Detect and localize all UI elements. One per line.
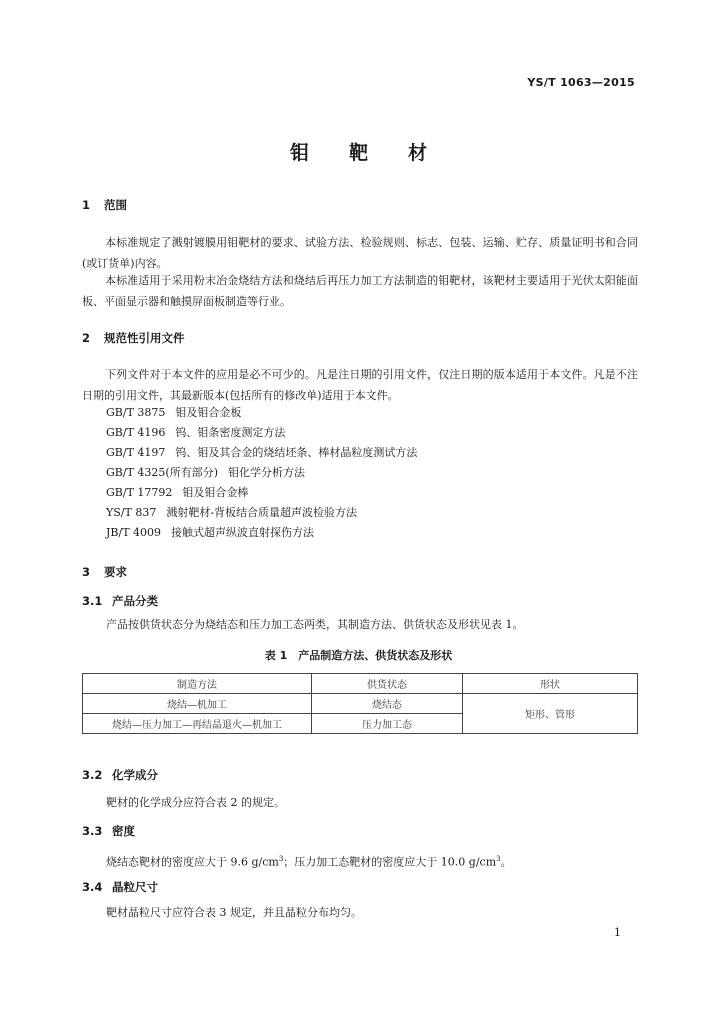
reference-name: 钨、钼及其合金的烧结坯条、棒材晶粒度测试方法 [175,446,418,459]
state-cell: 烧结态 [312,694,463,714]
reference-name: 接触式超声纵波直射探伤方法 [171,526,315,539]
section-title: 规范性引用文件 [104,331,185,345]
subsection-3-4-heading [82,879,158,895]
subsection-3-1-heading [82,593,158,609]
subsection-number: 3.1 [82,594,103,608]
state-cell: 压力加工态 [312,714,463,734]
table-row [83,694,638,714]
reference-code: GB/T 4196 [106,426,166,439]
reference-code: GB/T 4325(所有部分) [106,466,218,479]
method-cell: 烧结—压力加工—再结晶退火—机加工 [83,714,312,734]
superscript: 3 [278,855,284,863]
reference-item [106,524,314,540]
table-1 [82,673,638,734]
scope-paragraph-2: 本标准适用于采用粉末冶金烧结方法和烧结后再压力加工方法制造的钼靶材，该靶材主要适用于光伏太阳能面板、平面显示器和触摸屏面板制造等行业。 [82,274,638,308]
subsection-title: 化学成分 [112,768,158,782]
scope-paragraph-1: 本标准规定了溅射镀膜用钼靶材的要求、试验方法、检验规则、标志、包装、运输、贮存、质量证明书和合同(或订货单)内容。 [82,236,638,270]
subsection-title: 密度 [112,824,135,838]
reference-name: 钨、钼条密度测定方法 [175,426,286,439]
reference-item [106,404,241,420]
density-text [106,849,512,873]
subsection-number: 3.3 [82,824,103,838]
reference-code: GB/T 3875 [106,406,166,419]
reference-item [106,504,357,520]
reference-code: YS/T 837 [106,506,157,519]
subsection-3-2-heading [82,767,158,783]
header-cell: 供货状态 [312,674,463,694]
subsection-title: 晶粒尺寸 [112,880,158,894]
standard-number: YS/T 1063—2015 [527,76,635,89]
subsection-title: 产品分类 [112,594,158,608]
classification-text: 产品按供货状态分为烧结态和压力加工态两类，其制造方法、供货状态及形状见表 1。 [106,618,524,631]
reference-item [106,484,248,500]
shape-cell: 矩形、管形 [463,694,638,734]
header-cell: 制造方法 [83,674,312,694]
subsection-number: 3.4 [82,880,103,894]
density-text-b: ；压力加工态靶材的密度应大于 10.0 g/cm [283,855,497,869]
normative-references-intro: 下列文件对于本文件的应用是必不可少的。凡是注日期的引用文件，仅注日期的版本适用于本文件。凡是不注日期的引用文件，其最新版本(包括所有的修改单)适用于本文件。 [82,368,638,402]
reference-name: 钼及钼合金棒 [182,486,249,499]
reference-code: JB/T 4009 [106,526,162,539]
section-number: 2 [82,331,91,345]
reference-item [106,464,305,480]
table-header-row [83,674,638,694]
reference-item [106,444,417,460]
superscript: 3 [496,855,501,863]
reference-name: 钼及钼合金板 [175,406,242,419]
subsection-number: 3.2 [82,768,103,782]
page-number: 1 [614,926,621,939]
reference-name: 溅射靶材-背板结合质量超声波检验方法 [166,506,358,519]
section-title: 要求 [104,565,127,579]
reference-item [106,424,285,440]
section-number: 1 [82,198,91,212]
header-cell: 形状 [463,674,638,694]
reference-code: GB/T 17792 [106,486,173,499]
section-number: 3 [82,565,91,579]
table-1-caption: 表 1 产品制造方法、供货状态及形状 [264,649,453,662]
chemical-composition-text: 靶材的化学成分应符合表 2 的规定。 [106,796,285,809]
section-2-heading [82,330,185,346]
grain-size-text: 靶材晶粒尺寸应符合表 3 规定，并且晶粒分布均匀。 [106,906,362,919]
section-3-heading [82,564,127,580]
subsection-3-3-heading [82,823,135,839]
reference-name: 钼化学分析方法 [228,466,305,479]
section-1-heading [82,197,127,213]
density-text-c: 。 [500,855,512,869]
reference-code: GB/T 4197 [106,446,166,459]
section-title: 范围 [104,198,127,212]
document-title: 钼靶材 [289,142,467,164]
density-text-a: 烧结态靶材的密度应大于 9.6 g/cm [106,855,279,869]
method-cell: 烧结—机加工 [83,694,312,714]
